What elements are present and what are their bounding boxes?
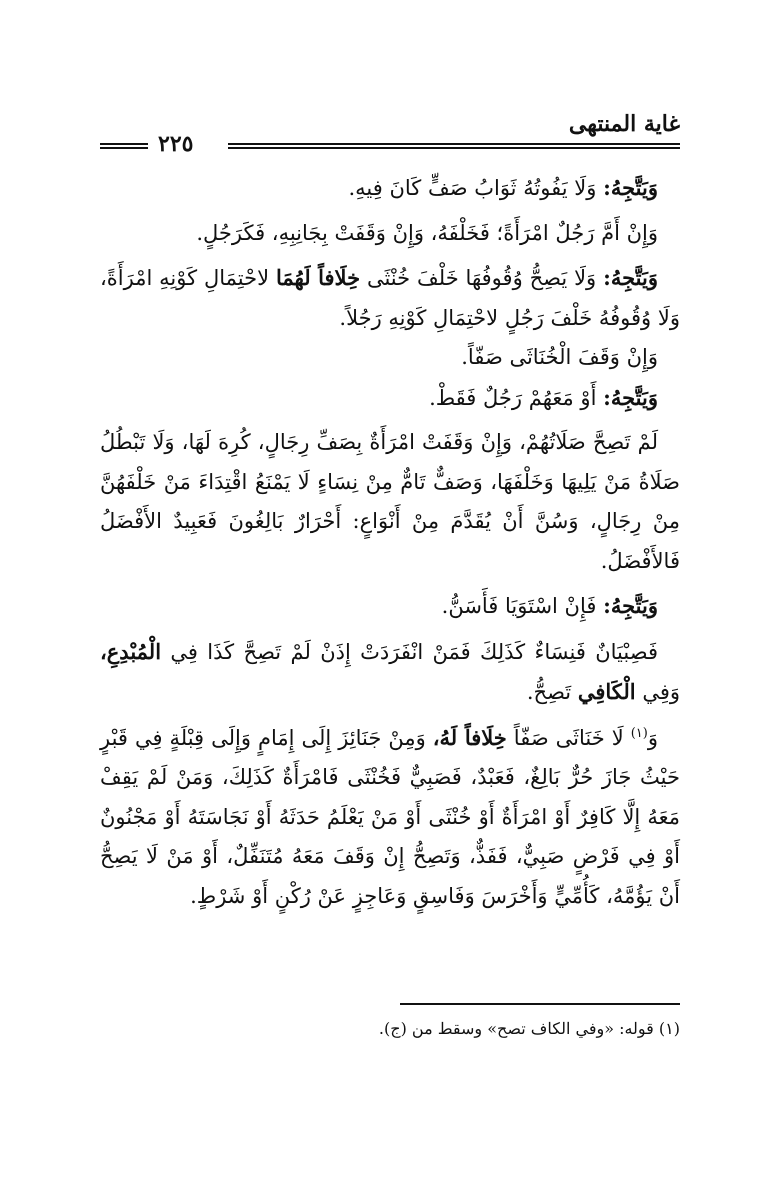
paragraph-1: [100, 168, 680, 209]
paragraph-text: وَإِنْ أَمَّ رَجُلٌ امْرَأَةً؛ فَخَلْفَهُ، وَإِنْ وَقَفَتْ بِجَانِبِهِ، فَكَرَجُلٍ.: [196, 220, 658, 245]
body-text: [100, 168, 680, 916]
footnote: (١) قوله: «وفي الكاف تصح» وسقط من (ج).: [378, 1019, 680, 1038]
paragraph-text: فَصِبْيَانٌ فَنِسَاءٌ كَذَلِكَ فَمَنْ انْفَرَدَتْ إِذَنْ لَمْ تَصِحَّ كَذَا فِي: [170, 639, 658, 664]
footnote-marker[interactable]: (١): [630, 725, 648, 741]
paragraph-bold-phrase: خِلَافاً لَهُمَا: [275, 265, 361, 290]
paragraph-6: [100, 423, 680, 581]
paragraph-3: [100, 258, 680, 338]
paragraph-text: لَمْ تَصِحَّ صَلَاتُهُمْ، وَإِنْ وَقَفَتْ امْرَأَةٌ بِصَفِّ رِجَالٍ، كُرِهَ لَهَا، وَلَا تَبْطُلُ صَلَاةُ مَنْ يَلِيهَا وَخَلْفَهَا، وَصَفٌّ تَامٌّ مِنْ نِسَاءٍ لَا يَمْنَعُ اقْتِدَاءَ مَنْ خَلْفَهُنَّ مِنْ رِجَالٍ، وَسُنَّ أَنْ يُقَدَّمَ مِنْ أَنْوَاعٍ: أَحْرَارٌ بَالِغُونَ فَعَبِيدٌ الأَفْضَلُ فَالأَفْضَلُ.: [100, 430, 680, 573]
paragraph-text: أَوْ مَعَهُمْ رَجُلٌ فَقَطْ.: [429, 385, 597, 410]
paragraph-bold-phrase: خِلَافاً لَهُ،: [432, 724, 507, 750]
paragraph-lead: وَيَتَّجِهُ:: [603, 384, 658, 410]
footnote-separator: [400, 1003, 680, 1005]
paragraph-lead: وَيَتَّجِهُ:: [603, 593, 658, 618]
header-rule-long: [228, 143, 680, 149]
paragraph-text: وَ: [647, 725, 659, 750]
header-rule-short: [100, 143, 148, 149]
book-reference: الْمُبْدِعِ،: [100, 638, 162, 664]
paragraph-2: [100, 214, 680, 254]
book-reference: الْكَافِي: [577, 679, 636, 704]
paragraph-text: تَصِحُّ.: [526, 680, 572, 704]
page-number: ٢٢٥: [158, 131, 194, 157]
paragraph-text: فَإِنْ اسْتَوَيَا فَأَسَنُّ.: [441, 594, 597, 618]
paragraph-lead: وَيَتَّجِهُ:: [603, 175, 658, 200]
paragraph-8: [100, 632, 680, 713]
paragraph-text: لَا خَنَاثَى صَفّاً: [513, 725, 624, 750]
paragraph-lead: وَيَتَّجِهُ:: [603, 265, 658, 290]
paragraph-text: وَلَا يَفُوتُهُ ثَوَابُ صَفٍّ كَانَ فِيهِ.: [348, 176, 597, 200]
paragraph-4: [100, 338, 680, 378]
paragraph-text: لاحْتِمَالِ كَوْنِهِ امْرَأَةً، وَلَا وُقُوفُهُ خَلْفَ رَجُلٍ لاحْتِمَالِ كَوْنِهِ رَجُلاً.: [100, 266, 680, 330]
paragraph-5: [100, 378, 680, 419]
paragraph-text: وَمِنْ جَنَائِزَ إِلَى إِمَامٍ وَإِلَى قِبْلَةٍ فِي قَبْرٍ حَيْثُ جَازَ حُرٌّ بَالِغٌ، فَعَبْدٌ، فَصَبِيٌّ فَخُنْثَى فَامْرَأَةٌ كَذَلِكَ، وَمَنْ لَمْ يَقِفْ مَعَهُ إِلَّا كَافِرٌ أَوْ امْرَأَةٌ أَوْ خُنْثَى أَوْ مَنْ يَعْلَمُ حَدَثَهُ أَوْ نَجَاسَتَهُ أَوْ مَجْنُونٌ أَوْ فِي فَرْضٍ صَبِيٌّ، فَفَذٌّ، وَتَصِحُّ إِنْ وَقَفَ مَعَهُ مُتَنَفِّلٌ، أَوْ مَنْ لَا يَصِحُّ أَنْ يَؤُمَّهُ، كَأُمِّيٍّ وَأَخْرَسَ وَفَاسِقٍ وَعَاجِزٍ عَنْ رُكْنٍ أَوْ شَرْطٍ.: [100, 725, 680, 908]
paragraph-text: وَلَا يَصِحُّ وُقُوفُهَا خَلْفَ خُنْثَى: [366, 266, 597, 290]
paragraph-text: وَإِنْ وَقَفَ الْخُنَاثَى صَفّاً.: [461, 345, 658, 369]
paragraph-text: وَفِي: [642, 680, 680, 704]
running-header: [100, 110, 680, 156]
book-title: غاية المنتهى: [568, 111, 680, 137]
paragraph-7: [100, 586, 680, 627]
paragraph-9: [100, 718, 680, 917]
